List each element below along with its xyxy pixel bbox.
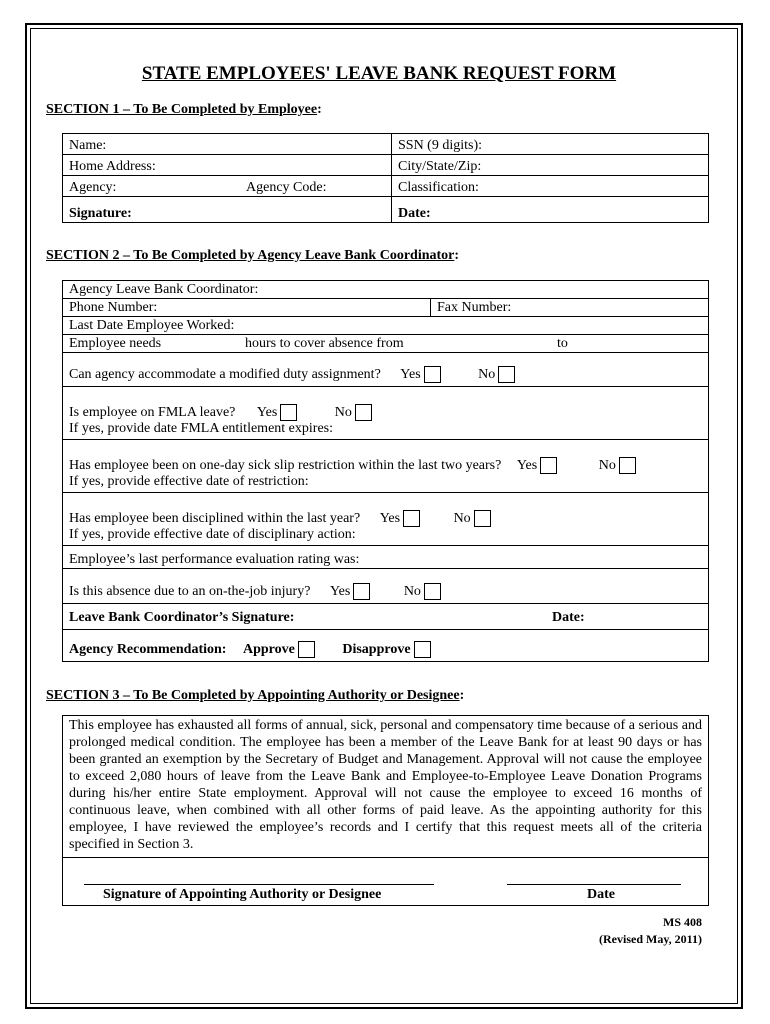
agency-label: Agency: [69, 180, 117, 195]
ssn-field[interactable]: SSN (9 digits): [392, 134, 709, 155]
employee-date-field[interactable]: Date: [392, 197, 709, 223]
hours-label: hours to cover absence from [245, 336, 404, 351]
section2-table [62, 280, 709, 662]
coordinator-signature-label: Leave Bank Coordinator’s Signature: [69, 610, 295, 625]
home-address-field[interactable]: Home Address: [63, 155, 392, 176]
needs-label: Employee needs [69, 336, 162, 351]
injury-yes-checkbox[interactable] [353, 583, 370, 600]
agency-field[interactable] [63, 176, 392, 197]
fax-field[interactable]: Fax Number: [431, 299, 709, 317]
classification-field[interactable]: Classification: [392, 176, 709, 197]
hours-needed-row[interactable] [63, 335, 709, 353]
sick-slip-yes-checkbox[interactable] [540, 457, 557, 474]
disciplined-row: Has employee been disciplined within the last year? Yes No If yes, provide effective date of disciplinary action: [63, 493, 709, 546]
evaluation-field[interactable]: Employee’s last performance evaluation rating was: [63, 546, 709, 569]
section3-heading: SECTION 3 – To Be Completed by Appointing Authority or Designee: [46, 688, 465, 703]
modified-duty-row: Can agency accommodate a modified duty assignment? Yes No [63, 353, 709, 387]
city-state-zip-field[interactable]: City/State/Zip: [392, 155, 709, 176]
modified-duty-label: Can agency accommodate a modified duty assignment? [69, 367, 381, 382]
disapprove-label: Disapprove [342, 642, 411, 657]
section3-table [62, 715, 709, 906]
to-label: to [557, 336, 568, 351]
injury-no-checkbox[interactable] [424, 583, 441, 600]
sick-slip-label: Has employee been on one-day sick slip restriction within the last two years? [69, 458, 502, 473]
approve-checkbox[interactable] [298, 641, 315, 658]
modified-duty-no-checkbox[interactable] [498, 366, 515, 383]
section2-heading: SECTION 2 – To Be Completed by Agency Leave Bank Coordinator: [46, 248, 460, 263]
recommendation-label: Agency Recommendation: [69, 642, 227, 657]
employee-signature-field[interactable]: Signature: [63, 197, 392, 223]
disciplined-yes-checkbox[interactable] [403, 510, 420, 527]
agency-code-label: Agency Code: [246, 180, 327, 195]
section1-heading: SECTION 1 – To Be Completed by Employee: [46, 102, 322, 117]
appointing-signature-row [63, 858, 709, 906]
name-field[interactable]: Name: [63, 134, 392, 155]
revision-date: (Revised May, 2011) [599, 932, 702, 946]
disciplined-label: Has employee been disciplined within the last year? [69, 511, 361, 526]
last-date-worked-field[interactable]: Last Date Employee Worked: [63, 317, 709, 335]
section1-table [62, 133, 709, 223]
certification-paragraph: This employee has exhausted all forms of annual, sick, personal and compensatory time because of a serious and prolonged medical condition. The employee has been a member of the Leave Bank for at least 90 days or has been granted an exemption by the Secretary of Budget and Management. Approval will not cause the employee to exceed 2,080 hours of leave from the Leave Bank and Employee-to-Employee Leave Donation Programs during his/her entire State employment. Approval will not cause the employee to exceed 16 months of continuous leave, when combined with all other forms of paid leave. As the appointing authority for this employee, I have reviewed the employee’s records and I certify that this request meets all of the criteria specified in Section 3. [63, 716, 709, 858]
sick-slip-row: Has employee been on one-day sick slip restriction within the last two years? Yes No If yes, provide effective date of restriction: [63, 440, 709, 493]
injury-row: Is this absence due to an on-the-job injury? Yes No [63, 569, 709, 604]
appointing-date-line[interactable] [507, 884, 681, 885]
modified-duty-yes-checkbox[interactable] [424, 366, 441, 383]
phone-field[interactable]: Phone Number: [63, 299, 431, 317]
disciplined-date-field[interactable]: If yes, provide effective date of disciplinary action: [69, 527, 356, 542]
fmla-expires-field[interactable]: If yes, provide date FMLA entitlement expires: [69, 421, 333, 436]
coordinator-signature-row[interactable] [63, 604, 709, 630]
fmla-label: Is employee on FMLA leave? [69, 405, 236, 420]
approve-label: Approve [242, 642, 295, 657]
form-number: MS 408 [663, 915, 702, 929]
appointing-signature-line[interactable] [84, 884, 434, 885]
form-title: STATE EMPLOYEES' LEAVE BANK REQUEST FORM [141, 63, 617, 84]
disciplined-no-checkbox[interactable] [474, 510, 491, 527]
appointing-date-label: Date [587, 887, 615, 902]
sick-slip-date-field[interactable]: If yes, provide effective date of restriction: [69, 474, 309, 489]
sick-slip-no-checkbox[interactable] [619, 457, 636, 474]
coordinator-date-label: Date: [552, 610, 585, 625]
disapprove-checkbox[interactable] [414, 641, 431, 658]
fmla-row: Is employee on FMLA leave? Yes No If yes, provide date FMLA entitlement expires: [63, 387, 709, 440]
fmla-yes-checkbox[interactable] [280, 404, 297, 421]
fmla-no-checkbox[interactable] [355, 404, 372, 421]
appointing-signature-label: Signature of Appointing Authority or Designee [103, 887, 382, 902]
recommendation-row [63, 630, 709, 662]
coordinator-field[interactable]: Agency Leave Bank Coordinator: [63, 281, 709, 299]
injury-label: Is this absence due to an on-the-job injury? [69, 584, 311, 599]
